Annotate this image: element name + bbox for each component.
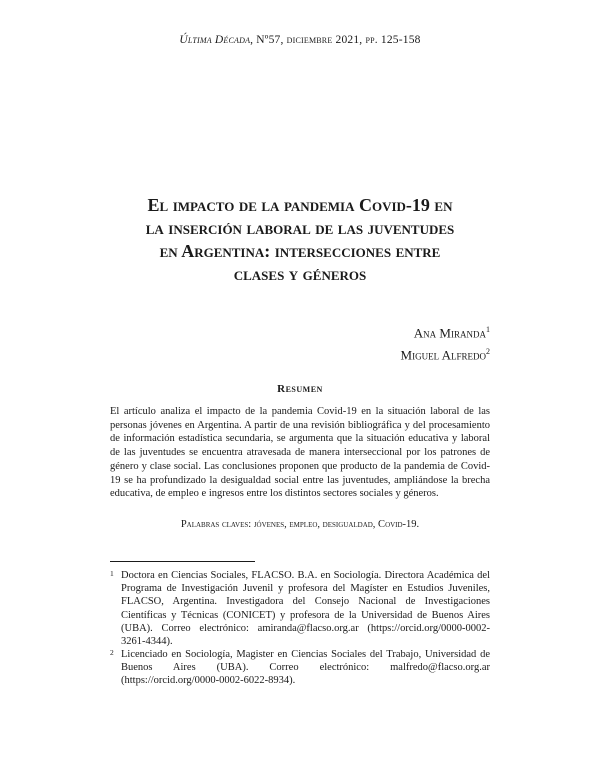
title-line: la inserción laboral de las juventudes bbox=[145, 218, 455, 238]
footnote-ref[interactable]: 1 bbox=[486, 325, 490, 334]
running-header bbox=[0, 34, 600, 46]
title-line: clases y géneros bbox=[233, 264, 367, 284]
article-title bbox=[100, 194, 500, 286]
abstract-body: El artículo analiza el impacto de la pandemia Covid-19 en la situación laboral de las personas jóvenes en Argentina. A partir de una revisión bibliográfica y del procesamiento de información estadística secundaria, se argumenta que la situación educativa y laboral de las juventudes se encuentra atravesada de manera interseccional por los patrones de género y clase social. Las conclusiones proponen que producto de la pandemia de Covid-19 se ha profundizado la desigualdad social entre las juventudes, ampliándose la brecha educativa, de empleo e ingresos entre los distintos sectores sociales y géneros. bbox=[110, 406, 490, 500]
footnote-number: 2 bbox=[110, 648, 114, 657]
footnote-divider bbox=[110, 561, 255, 562]
author-list bbox=[401, 320, 490, 365]
footnote-text: Doctora en Ciencias Sociales, FLACSO. B.A. en Sociología. Directora Académica del Programa de Investigación Juvenil y profesora del Magíster en Estudios Juveniles, FLACSO, Argentina. Investigadora del Consejo Nacional de Investigaciones Científicas y Técnicas (CONICET) y profesora de la Universidad de Buenos Aires (UBA). Correo electrónico: amiranda@flacso.org.ar (https://orcid.org/0000-0002-3261-4344). bbox=[121, 570, 490, 648]
journal-name: Última Década bbox=[179, 34, 251, 46]
author-name: Miguel Alfredo bbox=[400, 347, 486, 363]
author bbox=[401, 320, 490, 342]
issue-info: , Nº57, diciembre 2021, pp. 125-158 bbox=[250, 34, 421, 46]
title-line: en Argentina: intersecciones entre bbox=[159, 241, 441, 261]
author bbox=[401, 342, 490, 364]
author-name: Ana Miranda bbox=[413, 325, 486, 341]
footnote bbox=[110, 569, 490, 648]
footnote-number: 1 bbox=[110, 569, 114, 578]
footnote-ref[interactable]: 2 bbox=[486, 347, 490, 357]
keywords: Palabras claves: jóvenes, empleo, desigualdad, Covid-19. bbox=[180, 519, 420, 530]
footnote bbox=[110, 648, 490, 688]
footnote-text: Licenciado en Sociología, Magister en Ciencias Sociales del Trabajo, Universidad de Buenos Aires (UBA). Correo electrónico: malfredo@flacso.org.ar (https://orcid.org/0000-0002-6022-8934). bbox=[121, 649, 490, 687]
title-line: El impacto de la pandemia Covid-19 en bbox=[147, 195, 453, 215]
abstract-heading: Resumen bbox=[277, 383, 323, 395]
